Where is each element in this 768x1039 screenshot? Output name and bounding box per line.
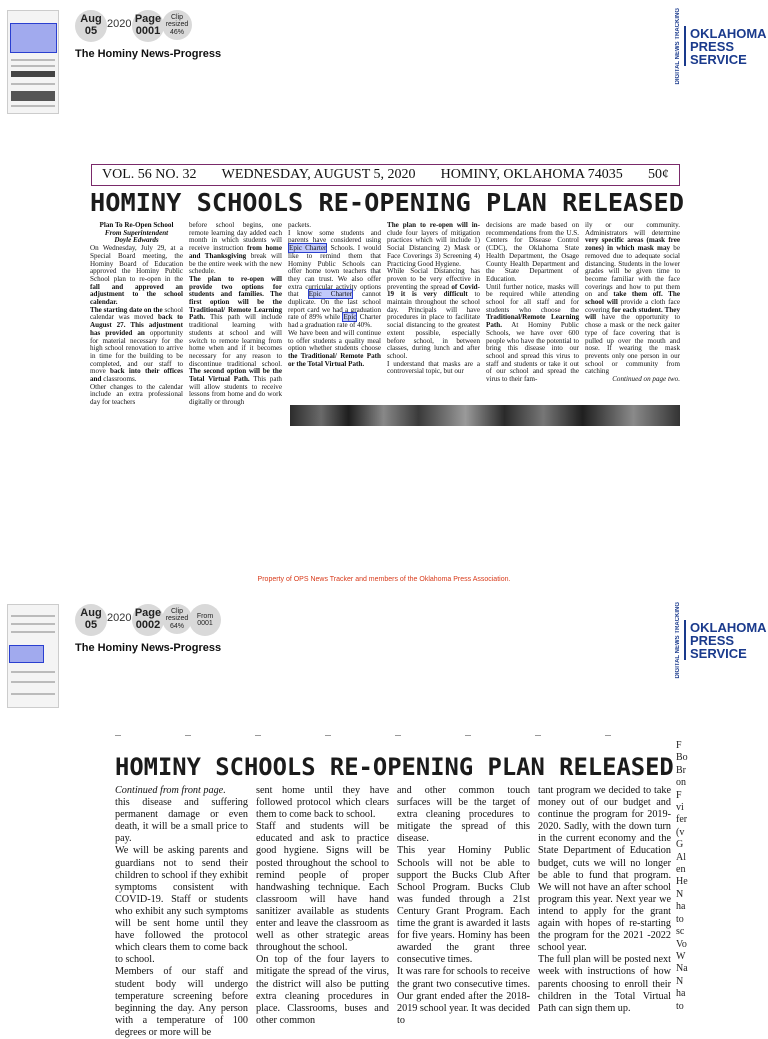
from-page-badge <box>189 604 221 636</box>
cut-off-text: ha <box>676 988 686 1000</box>
bold-text: very specific areas (mask free zones) in which mask may <box>585 236 680 253</box>
ops-logo-bar <box>684 620 686 660</box>
copyright-footer: Property of OPS News Tracker and members of the Oklahoma Press Association. <box>257 576 511 583</box>
highlighted-term[interactable]: Epic Charter <box>308 290 353 299</box>
cut-off-text: Na <box>676 963 688 975</box>
cut-off-text: (v <box>676 826 685 838</box>
bold-text: take them off. The school will <box>585 290 680 307</box>
page-thumbnail[interactable] <box>7 604 59 708</box>
thumb-line <box>11 615 55 617</box>
bold-text: from home and Thanksgiving <box>189 244 282 260</box>
paragraph: before school begins, one remote learning day added each month in which students will receive instruction <box>189 221 282 253</box>
paragraph: break will be the entire week with the new schedule. <box>189 251 282 276</box>
article-column <box>115 785 248 1038</box>
page-label: Page <box>134 607 162 620</box>
ops-logo-line2: PRESS <box>690 632 735 648</box>
bold-text: The second option will be the Total Virtual Path. <box>189 367 282 384</box>
thumb-line <box>11 65 55 67</box>
day-label: 05 <box>84 25 98 37</box>
article-column <box>585 222 680 427</box>
cut-off-text: to <box>676 1000 684 1012</box>
bold-text: of Covid-19 it is very difficult <box>387 282 480 299</box>
thumb-line <box>11 693 55 695</box>
year-label: 2020 <box>107 18 132 30</box>
month-label: Aug <box>80 607 102 620</box>
paragraph: classrooms. <box>103 375 137 384</box>
subhead: From Superintendent <box>104 228 169 237</box>
cut-off-text: vi <box>676 802 684 814</box>
article-photo <box>290 405 680 426</box>
paragraph: Charter had a graduation rate of 40%. <box>288 313 381 330</box>
bold-text: provide two options for students and families. The first option will be the Traditional/ Remote Learning Path. <box>189 282 282 322</box>
resized-label: resized <box>165 615 189 623</box>
thumb-line <box>11 681 55 683</box>
clip-label: Clip <box>170 607 184 615</box>
page-number: 0001 <box>135 25 161 37</box>
bold-text: the Traditional/ Remote Path or the Total Virtual Path. <box>288 351 381 368</box>
bold-text: back into their offices and <box>90 367 183 384</box>
cut-off-text: Br <box>676 764 686 776</box>
article-column <box>486 222 579 427</box>
thumb-line <box>11 83 55 85</box>
ops-logo-line3: SERVICE <box>690 51 747 67</box>
page-badge <box>132 10 164 42</box>
continued-note: Continued on page two. <box>612 375 680 384</box>
article-column <box>397 785 530 1024</box>
masthead <box>91 164 680 186</box>
paragraph: this disease and suffering permanent damage or even death, it will be a small price to pay. <box>115 797 248 845</box>
ops-logo-vertical-text: DIGITAL NEWS TRACKING <box>675 8 681 85</box>
ops-logo-vertical-text: DIGITAL NEWS TRACKING <box>675 602 681 679</box>
byline: Doyle Edwards <box>114 236 159 245</box>
cut-off-text: G <box>676 839 684 851</box>
subhead: Plan To Re-Open School <box>99 221 174 229</box>
from-label: From <box>196 612 214 620</box>
resized-label: resized <box>165 21 189 29</box>
page-badge <box>132 604 164 636</box>
clip-resized-badge <box>162 10 192 40</box>
ops-logo-bar <box>684 26 686 66</box>
thumb-line <box>11 623 55 625</box>
cut-off-text: W <box>676 950 686 962</box>
page-thumbnail[interactable] <box>7 10 59 114</box>
cut-off-text: Al <box>676 851 686 863</box>
ops-logo <box>675 8 767 84</box>
cut-off-column <box>676 740 768 1024</box>
bold-text: for each student. They will <box>585 305 680 322</box>
page-number: 0002 <box>135 619 161 631</box>
resized-percent: 64% <box>169 622 184 630</box>
thumb-line <box>11 671 55 673</box>
paragraph: The full plan will be posted next week with instructions of how parents choosing to enroll their children in the Total Virtual Path can sign them up. <box>538 954 671 1014</box>
paragraph: sent home until they have followed protocol which clears them to come back to school. <box>256 785 389 821</box>
article-column <box>387 222 480 427</box>
paragraph: Members of our staff and student body will undergo temperature screening before beginning the day. Any person with a temperature of 100 degrees or more will be <box>115 966 248 1038</box>
publication-name: The Hominy News-Progress <box>75 48 222 60</box>
page-label: Page <box>134 13 162 26</box>
paragraph: I know some students and parents have considered using <box>288 228 381 245</box>
paragraph: Until further notice, masks will be required while attending school for all staff and for students who choose the <box>486 282 579 314</box>
paragraph: It was rare for schools to receive the grant two consecutive times. Our grant ended after the 2018-2019 school year. It was decided to <box>397 966 530 1026</box>
paragraph: cannot duplicate. On the last school report card we had a graduation rate of 89% while <box>288 290 382 322</box>
cut-off-text: He <box>676 876 688 888</box>
paragraph: tant program we decided to take money out of our budget and continue the program for 2019-2020. Sadly, with the down turn in the current economy and the State Department of Education budget, cuts we will no longer be able to fund that program. We will not have an after school program this year. Next year we intend to apply for the grant again with hopes of re-starting the program for the 2021 -2022 school year. <box>538 785 671 954</box>
paragraph: On top of the four layers to mitigate the spread of the virus, the district will also be putting extra cleaning procedures in place. Classrooms, buses and other common <box>256 954 389 1026</box>
paragraph: While Social Distancing has proven to be very effective in preventing the spread <box>387 267 480 291</box>
ops-logo-line2: PRESS <box>690 38 735 54</box>
cut-off-text: Vo <box>676 938 687 950</box>
publication-name: The Hominy News-Progress <box>75 642 222 654</box>
cut-off-text: fer <box>676 814 688 826</box>
continued-note: Continued from front page. <box>115 785 226 796</box>
paragraph: On Wednesday, July 29, at a Special Board meeting, the Hominy Board of Education approved the Hominy Public School plan to re-open in the <box>90 244 183 283</box>
month-day-badge <box>75 10 107 42</box>
from-page-number: 0001 <box>197 620 213 627</box>
bold-text: Traditional/Remote Learning Path. <box>486 313 579 330</box>
day-label: 05 <box>84 619 98 631</box>
article-headline: HOMINY SCHOOLS RE-OPENING PLAN RELEASED <box>90 188 684 217</box>
month-day-badge <box>75 604 107 636</box>
bold-text: The plan to re-open will <box>189 274 282 283</box>
clip-label: Clip <box>170 13 184 21</box>
article-column <box>256 785 389 1024</box>
article-column <box>90 222 183 427</box>
article-body <box>115 785 675 1038</box>
ops-logo-line1: OKLAHOMA <box>690 25 767 41</box>
ops-logo-line1: OKLAHOMA <box>690 619 767 635</box>
paragraph: and other common touch surfaces will be the target of extra cleaning procedures to mitigate the spread of this disease. <box>397 785 530 845</box>
thumb-line <box>11 91 55 101</box>
cut-off-text: N <box>676 975 684 987</box>
ops-logo-line3: SERVICE <box>690 645 747 661</box>
paragraph: provide a cloth face covering <box>585 298 680 314</box>
clip-resized-badge <box>162 604 192 634</box>
thumb-line <box>11 59 55 61</box>
thumb-line <box>11 631 55 633</box>
bold-text: The plan to re-open will in- <box>387 221 480 229</box>
year-label: 2020 <box>107 612 132 624</box>
paragraph: school calendar was moved <box>90 305 183 322</box>
cut-off-text: to <box>676 913 684 925</box>
paragraph: Schools. I would like to remind them that Hominy Public Schools can offer home town teachers that they can trust. We also offer extra curricular activity options that <box>288 244 381 299</box>
paragraph: packets. <box>288 221 312 229</box>
clip-top-rule <box>115 735 675 736</box>
paragraph: This path will include traditional learning with students at school and will switch to remote learning from home when and if it becomes necessary for any reason to discontinue traditional school. <box>189 313 282 368</box>
cut-off-text: N <box>676 888 684 900</box>
paragraph: ily or our community. Administrators will determine <box>585 221 680 237</box>
thumb-line <box>11 71 55 77</box>
cut-off-text: F <box>676 789 682 801</box>
paragraph: be removed due to adequate social distancing. Students in the lower grades will be given time to become familiar with the face coverings and how to put them on and <box>585 244 680 299</box>
thumb-line <box>11 105 55 107</box>
paragraph: to maintain throughout the school day. Principals will have procedures in place to facilitate social distancing to the greatest extent possible, especially before school, in between classes, during lunch and after school. <box>387 290 480 360</box>
article-body <box>90 222 680 427</box>
location: HOMINY, OKLAHOMA 74035 <box>440 166 623 182</box>
article-column <box>288 222 381 427</box>
paragraph: This path will allow students to receive lessons from home and do work digitally or through <box>189 375 282 407</box>
cut-off-text: F <box>676 740 682 751</box>
clip-highlight <box>10 23 57 53</box>
clip-highlight <box>9 645 44 663</box>
cut-off-text: sc <box>676 926 685 938</box>
ops-logo <box>675 602 767 678</box>
highlighted-term[interactable]: Epic <box>343 313 357 322</box>
bold-text: fall and approved an adjustment to the school calendar. <box>90 282 183 307</box>
issue-date: WEDNESDAY, AUGUST 5, 2020 <box>221 166 416 182</box>
paragraph: We will be asking parents and guardians not to send their children to school if they exhibit symptoms consistent with COVID-19. Staff or students who exhibit any such symptoms will be sent home until they have followed the protocol which clears them to come back to school. <box>115 845 248 966</box>
month-label: Aug <box>80 13 102 26</box>
bold-text: back to August 27. This adjustment has provided an <box>90 313 183 337</box>
paragraph: We have been and will continue to offer students a quality meal option whether students choose <box>288 328 381 353</box>
bold-text: The starting date on the <box>90 305 163 314</box>
paragraph: Staff and students will be educated and ask to practice good hygiene. Signs will be posted throughout the school to remind people of proper handwashing technique. Each classroom will have hand sanitizer available as students enter and leave the classroom as well as other strategic areas throughout the school. <box>256 821 389 954</box>
article-headline: HOMINY SCHOOLS RE-OPENING PLAN RELEASED <box>115 753 674 781</box>
paragraph: opportunity for material necessary for the high school renovation to arrive in time for the building to be completed, and our staff to move <box>90 328 183 376</box>
article-column <box>538 785 671 1024</box>
paragraph: This year Hominy Public Schools will not be able to support the Bucks Club After School Program. Bucks Club was funded through a 21st Century Grant Program. Each time the grant is awarded it lasts for five years. Hominy has been awarded the grant three consecutive times. <box>397 845 530 966</box>
cut-off-text: en <box>676 864 686 876</box>
cut-off-text: on <box>676 777 686 789</box>
resized-percent: 46% <box>169 28 184 36</box>
cut-off-text: Bo <box>676 752 688 764</box>
volume-number: VOL. 56 NO. 32 <box>102 166 197 182</box>
paragraph: Other changes to the calendar include an extra professional day for teachers <box>90 382 183 407</box>
highlighted-term[interactable]: Epic Charter <box>289 244 327 253</box>
price: 50¢ <box>647 166 669 182</box>
paragraph: At Hominy Public Schools, we have over 600 people who have the potential to bring this disease into our school and spread this virus to staff and students or take it out of our school and spread the virus to their fam- <box>486 321 579 384</box>
paragraph: clude four layers of mitigation practices which will include 1) Social Distancing 2) Mask or Face Coverings 3) Screening 4) Practicing Good Hygiene. <box>387 228 480 268</box>
cut-off-text: ha <box>676 901 686 913</box>
paragraph: have the opportunity to chose a mask or the neck gaiter type of face covering that is pulled up over the mouth and nose. If wearing the mask prevents only one person in our school or community from catching <box>585 313 681 376</box>
article-column <box>189 222 282 427</box>
paragraph: I understand that masks are a controversial topic, but our <box>387 359 480 376</box>
paragraph: decisions are made based on recommendations from the U.S. Centers for Disease Control (CDC), the Oklahoma State Health Department, the Osage County Health Department and the State Department of Education. <box>486 221 579 283</box>
